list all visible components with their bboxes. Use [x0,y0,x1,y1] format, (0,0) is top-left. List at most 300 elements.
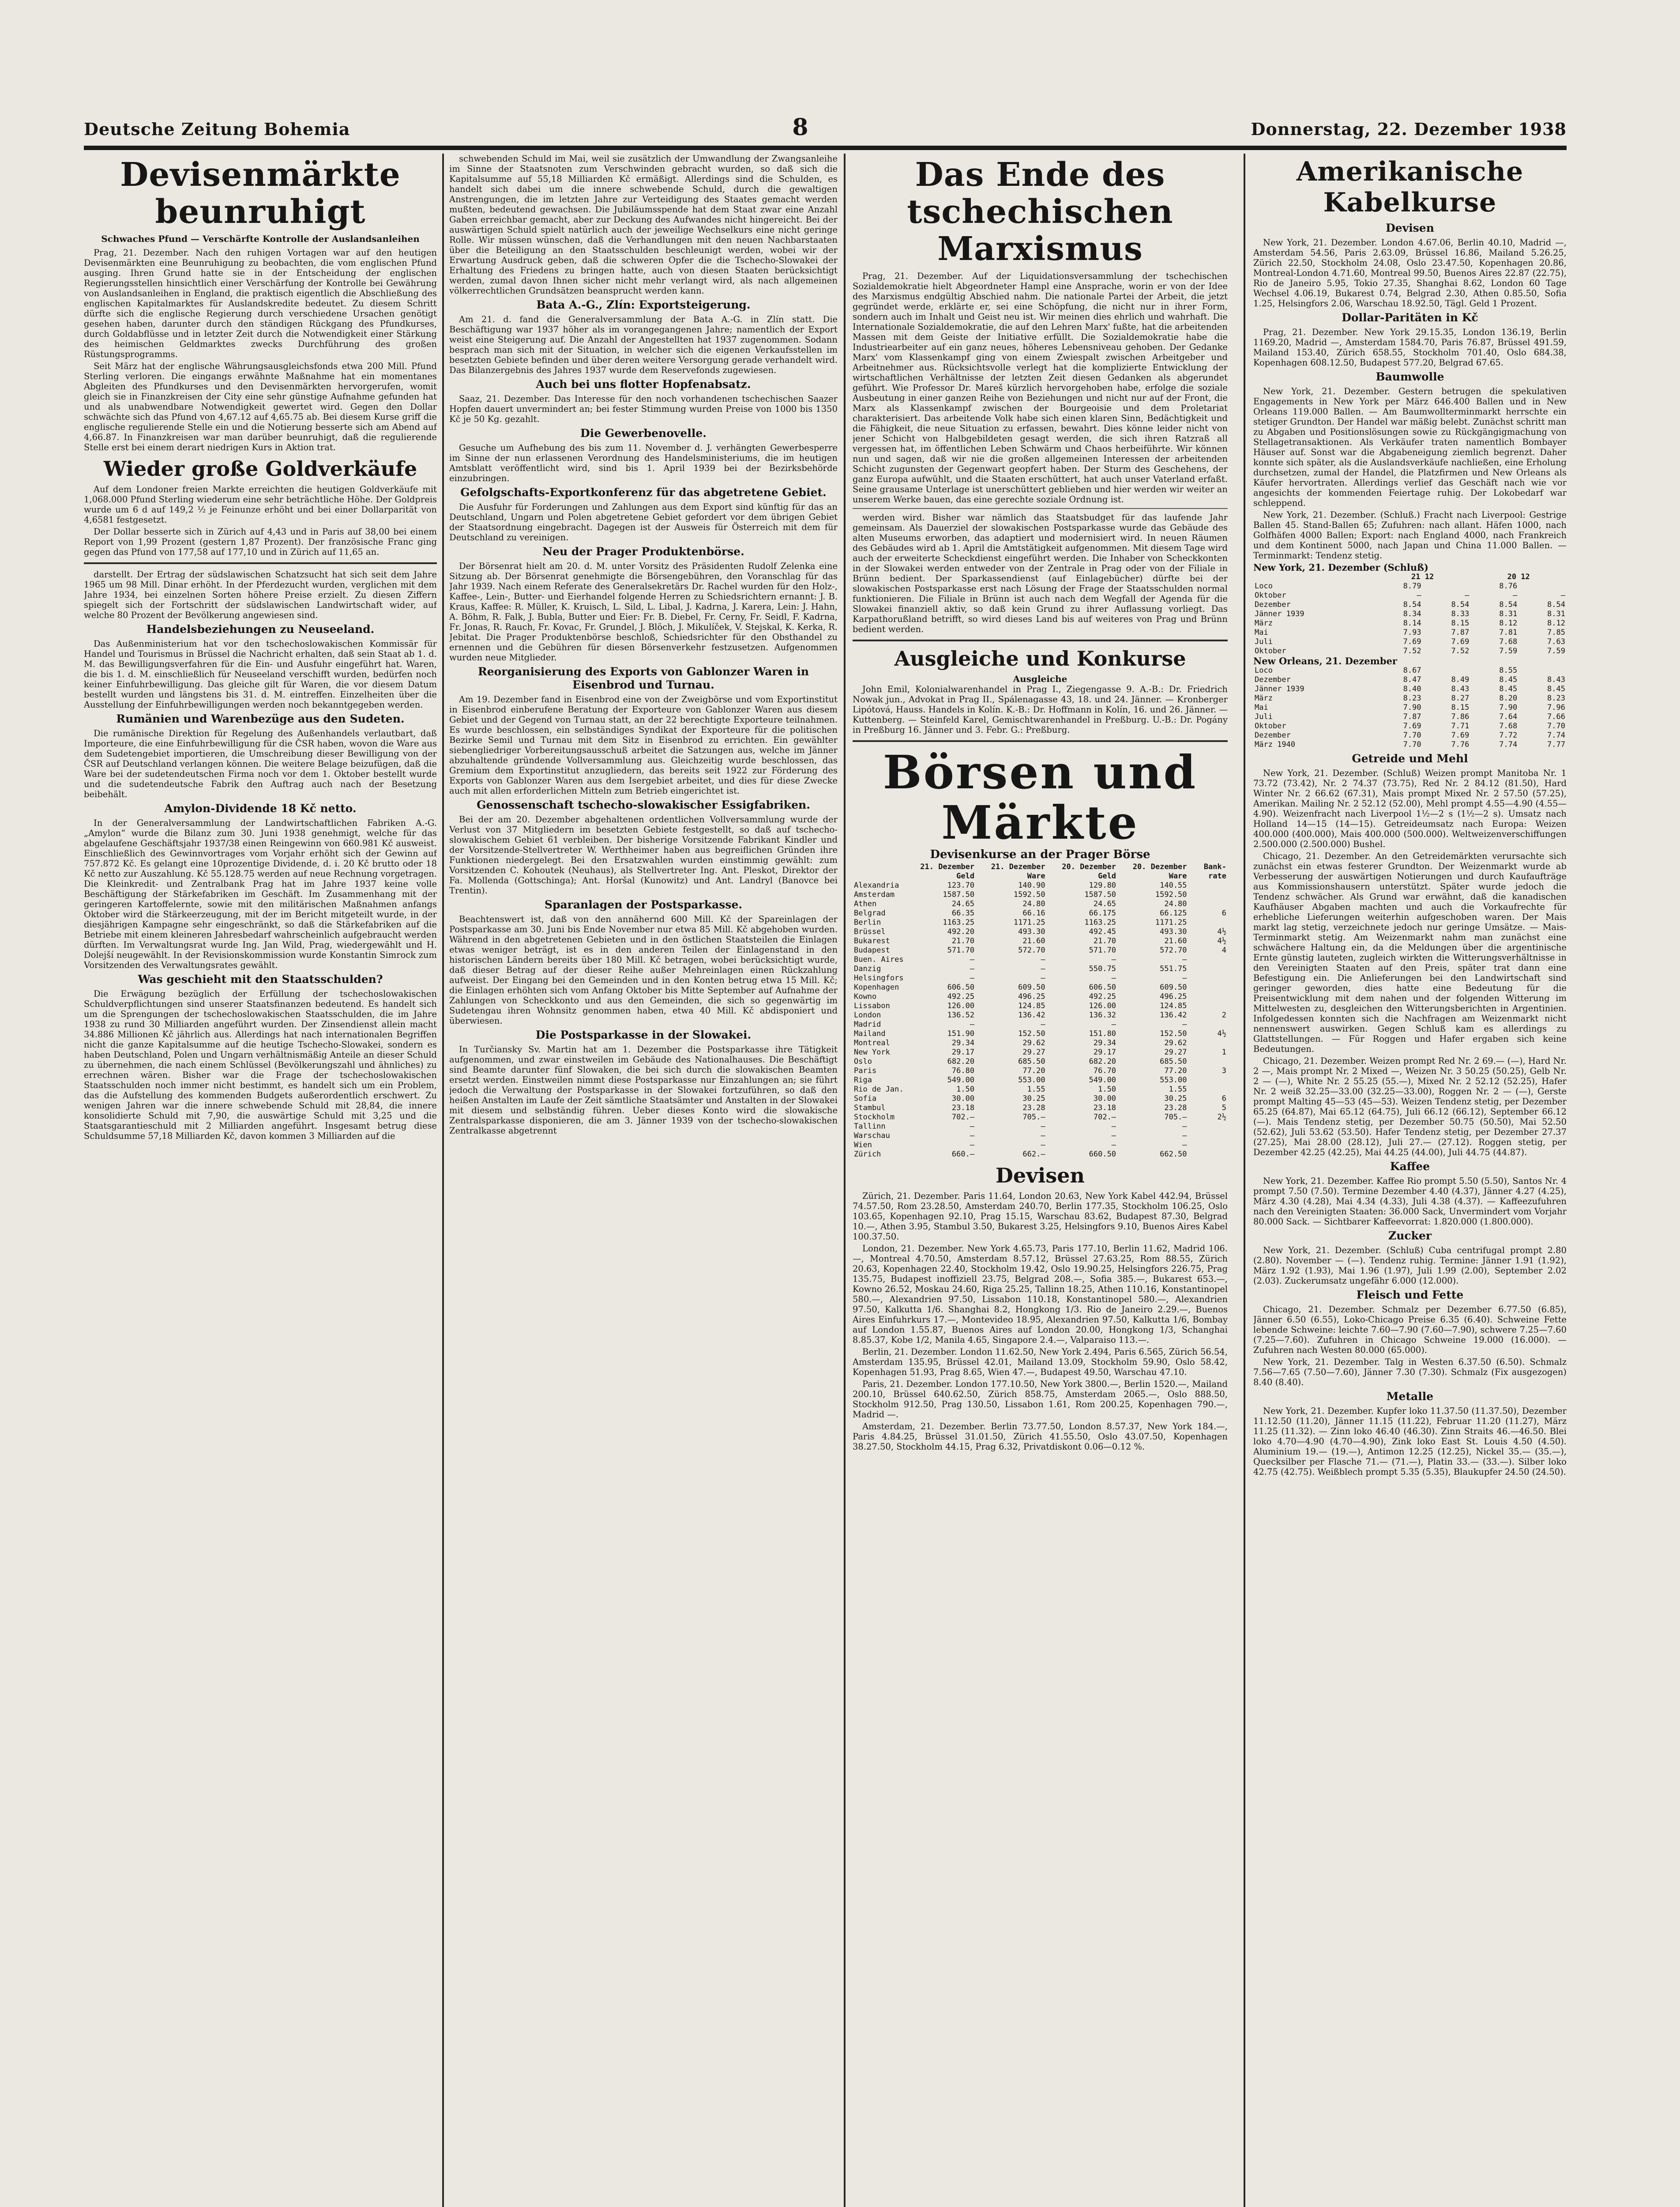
table-cell: 151.90 [947,1029,975,1038]
table-row [1253,703,1567,712]
table-cell [1188,992,1228,1002]
table-cell: Berlin [854,918,881,927]
section-subhead: Getreide und Mehl [1352,752,1468,765]
table-cell [1423,582,1471,591]
table-cell: Tallinn [854,1122,886,1131]
table-cell: 136.32 [1089,1011,1116,1020]
table-cell: 8.23 [1547,694,1565,703]
column-2 [449,154,838,2207]
table-cell: 23.28 [1022,1104,1045,1112]
table-cell: 24.80 [1164,900,1187,908]
column-3 [853,154,1228,2207]
table-cell: Mai [1255,628,1268,637]
table-row [1253,619,1567,628]
table-cell: — [1182,1141,1187,1149]
table-cell: 136.52 [947,1011,975,1020]
column-divider [844,154,846,2207]
table-header-cell: 21. Dezember Geld [920,862,975,881]
table-cell: 660.— [951,1150,975,1159]
table-cell: Loco [1255,666,1273,675]
table-row [853,1020,1228,1029]
paragraph: Am 21. d. fand die Generalversammlung der Bata A.-G. in Zlín statt. Die Beschäftigung war 1937 höher als im vorangegangenen Jahre; namentlich der Export weist eine Steigerung auf. Die Anzahl der Angestellten hat 1937 zugenommen. Sodann besprach man sich mit der Situation, in welcher sich die eigenen Verkaufsstellen im besetzten Gebiete befinden und über deren weitere Versorgung gerade verhandelt wird. Das Bilanzergebnis des Jahres 1937 wurde dem Reservefonds zugewiesen. [449,314,838,375]
running-head [84,114,1567,145]
table-cell: 7.63 [1547,637,1565,646]
table-cell: März [1255,694,1273,703]
table-row [853,1131,1228,1141]
table-cell: 1.50 [1098,1085,1116,1094]
table-cell: Wien [854,1141,872,1149]
table-row [853,974,1228,983]
table-cell: 553.00 [1160,1076,1187,1085]
paragraph: Amsterdam, 21. Dezember. Berlin 73.77.50, London 8.57.37, New York 184.—, Paris 4.84.25, Brüssel 31.01.50, Zürich 41.55.50, Oslo 43.07.50, Kopenhagen 38.27.50, Stockholm 44.15, Prag 6.32, Privatdiskont 0.06—0.12 %. [853,1421,1228,1452]
table-cell: 136.42 [1160,1011,1187,1020]
table-row [853,890,1228,900]
separator [84,562,437,564]
table-cell: 8.43 [1451,685,1470,693]
table-cell: 606.50 [947,983,975,992]
paragraph: Das Außenministerium hat vor den tschechoslowakischen Kommissär für Handel und Tourismus in Brüssel die Nachricht erhalten, daß sein Staat ab 1. d. M. das Bewilligungsverfahren für die Ein- und Ausfuhr eingeführt hat. Waren, die bis 1. d. M. einschließlich für Neuseeland verschifft wurden, bedürfen noch keiner Einfuhrbewilligung. Das gleiche gilt für Waren, die vor diesem Datum bestellt wurden und längstens bis 31. d. M. eintreffen. Einzelheiten über die Ausstellung der Einfuhrbewilligungen werden noch bekanntgegeben werden. [84,639,437,710]
table-cell: 77.20 [1164,1066,1187,1075]
table-row [1253,666,1567,675]
table-cell: 7.77 [1547,740,1565,749]
table-cell: New York [854,1048,890,1057]
table-cell: — [1111,955,1116,964]
table-cell: 496.25 [1160,992,1187,1001]
header-rule [84,146,1567,150]
paragraph: Chicago, 21. Dezember. Weizen prompt Red Nr. 2 69.— (—), Hard Nr. 2 —, Mais prompt Nr. 2 Mixed —, Weizen Nr. 3 50.25 (50.25), Gelb Nr. 2 — (—), White Nr. 2 55.25 (55.—), Mixed Nr. 2 52.12 (52.25), Hafer Nr. 2 weiß 32.25—33.00 (32.25—33.00), Roggen Nr. 2 — (—), Gerste prompt Malting 45—53 (45—53). Weizen Tendenz stetig, per Dezember 65.25 (64.87), Mai 65.12 (64.75), Juli 66.12 (66.12), September 66.12 (—). Mais Tendenz stetig, per Dezember 50.75 (50.50), Mai 52.50 (52.62), Juli 53.62 (53.50). Hafer Tendenz stetig, per Dezember 27.37 (27.25), Mai 28.00 (28.12), Juli 27.— (27.12). Roggen stetig, per Dezember 42.25 (42.25), Mai 44.25 (44.00), Juli 44.75 (44.87). [1253,1056,1567,1157]
table-cell: 7.69 [1403,637,1421,646]
cotton-table-newyork [1253,572,1567,656]
paragraph: schwebenden Schuld im Mai, weil sie zusätzlich der Umwandlung der Zwangsanleihe im Sinne der Staatsnoten zum Verschwinden gebracht wurden, so daß sich die Kapitalsumme auf 55,18 Milliarden Kč ermäßigt. Allerdings sind die Schulden, es handelt sich dabei um die innere schwebende Schuld, durch die gewaltigen Anstrengungen, die im letzten Jahre zur Verteidigung des Staates gemacht werden mußten, bedeutend gewachsen. Die Jubiläumsspende hat dem Staat zwar eine Anzahl Gaben erreichbar gemacht, aber zur Deckung des Aufwandes nicht hingereicht. Bei der auswärtigen Schuld spielt natürlich auch der jeweilige Wechselkurs eine nicht geringe Rolle. Wir müssen wünschen, daß die Verhandlungen mit den neuen Nachbarstaaten über die Beteiligung an den Staatsschulden beschleunigt werden, wobei wir der Erwartung Ausdruck geben, daß die schweren Opfer die die Tschecho-Slowakei der Erhaltung des Friedens zu bringen hatte, auch von diesen Staaten berücksichtigt werden, zumal davon Ihnen sicher nicht mehr verlangt wird, als nach allgemeinen völkerrechtlichen Grundsätzen beansprucht werden kann. [449,154,838,296]
paragraph: Der Börsenrat hielt am 20. d. M. unter Vorsitz des Präsidenten Rudolf Zelenka eine Sitzung ab. Der Börsenrat genehmigte die Börsengebühren, den Voranschlag für das Jahr 1939. Nach einem Referate des Generalsekretärs Dr. Rachel wurden für den Holz-, Kaffee-, Lein-, Butter- und Eierhandel folgende Herren zu Schiedsrichtern ernannt: J. B. Kraus, Kaffee: R. Müller, K. Kruisch, L. Sild, L. Libal, J. Kadrna, J. Karera, Lein: J. Hahn, A. Böhm, R. Falk, J. Bubla, Butter und Eier: Fr. B. Diebel, Fr. Cerny, Fr. Seidl, F. Kadrna, Fr. Jonas, R. Rauch, Fr. Kovac, Fr. Grundel, J. Blöch, J. Mikulíček, V. Stejskal, K. Kerka, R. Jebitat. Die Prager Produktenbörse beschloß, Schiedsrichter für den Obsthandel zu ernennen und die Gebühren für diesen Börsenverkehr festzusetzen. Aufgenommen wurden neue Mitglieder. [449,561,838,663]
table-cell: 30.25 [1164,1094,1187,1103]
table-cell: 571.70 [947,946,975,955]
table-cell: — [970,1131,975,1140]
table-cell: Zürich [854,1150,881,1159]
table-cell: 1171.25 [1155,918,1187,927]
paragraph: New York, 21. Dezember. Kaffee Rio prompt 5.50 (5.50), Santos Nr. 4 prompt 7.50 (7.50). Termine Dezember 4.40 (4.37), Jänner 4.27 (4.25), März 4.30 (4.28), Mai 4.34 (4.33), Juli 4.38 (4.37). — Kaffeezufuhren nach den Vereinigten Staaten: 36.000 Sack, Unvermindert vom Vorjahr 80.000 Sack. — Sichtbarer Kaffeevorrat: 1.820.000 (1.800.000). [1253,1176,1567,1227]
table-cell: — [1560,591,1565,600]
table-header-cell: 21. Dezember Ware [991,862,1045,881]
table-row [853,1002,1228,1011]
table-row [853,1011,1228,1020]
table-cell: 152.50 [1018,1029,1045,1038]
table-cell: Juli [1255,712,1273,721]
paragraph: New York, 21. Dezember. London 4.67.06, Berlin 40.10, Madrid —, Amsterdam 54.56, Paris 2.63.09, Brüssel 16.86, Mailand 5.26.25, Zürich 22.50, Stockholm 24.08, Oslo 23.47.50, Kopenhagen 20.86, Montreal-London 4.71.60, Montreal 99.50, Buenos Aires 22.87 (22.75), Rio de Janeiro 5.95, Tokio 27.35, Shanghai 8.62, London 60 Tage Wechsel 4.06.19, Bukarest 0.74, Belgrad 2.30, Athen 0.85.50, Sofia 1.25, Helsingfors 2.06, Warschau 18.92.50, Tägl. Geld 1 Prozent. [1253,237,1567,309]
table-row [853,909,1228,918]
table-cell: März 1940 [1255,740,1296,749]
table-cell: 8.45 [1547,685,1565,693]
table-cell: Oktober [1255,722,1286,731]
table-cell: 8.43 [1547,675,1565,684]
table-cell: 126.00 [1089,1002,1116,1010]
table-cell: 24.80 [1022,900,1045,908]
paragraph: Saaz, 21. Dezember. Das Interesse für den noch vorhandenen tschechischen Saazer Hopfen dauert unvermindert an; bei fester Stimmung wurden Preise von 1000 bis 1350 Kč je 50 Kg. gezahlt. [449,394,838,424]
table-cell: 8.33 [1451,610,1470,618]
table-cell: 549.00 [947,1076,975,1085]
table-row [853,937,1228,946]
table-cell: 8.79 [1403,582,1421,591]
table-cell: Mailand [854,1029,886,1038]
table-cell: 21.70 [1093,937,1116,945]
item-title: Sparanlagen der Postsparkasse. [544,898,743,911]
paragraph: Prag, 21. Dezember. Nach den ruhigen Vortagen war auf den heutigen Devisenmärkten eine Beunruhigung zu beobachten, die vom englischen Pfund ausging. Ihren Grund hatte sie in der Entscheidung der englischen Regierungsstellen hinsichtlich einer Verschärfung der Kontrolle bei Gewährung von Auslandsanleihen in England, die praktisch eigentlich die Abschließung des englischen Kapitalmarktes für Auslandskredite bedeutet. Zu diesem Schritt dürfte sich die englische Regierung durch verschiedene Ursachen genötigt gesehen haben, darunter durch den ständigen Rückgang des Pfundkurses, durch Goldabflüsse und in letzter Zeit durch die Notwendigkeit einer Stärkung des heimischen Geldmarktes zwecks Durchführung des großen Rüstungsprogramms. [84,248,437,359]
table-cell: 7.64 [1499,712,1518,721]
table-cell: — [1111,974,1116,983]
table-row [1253,685,1567,694]
table-row [1253,675,1567,685]
paragraph: Seit März hat der englische Währungsausgleichsfonds etwa 200 Mill. Pfund Sterling verloren. Die eingangs erwähnte Maßnahme hat ein momentanes Abgleiten des Pfundkurses und den Devisenmärkten hervorgerufen, womit gleich sie in Finanzkreisen der City eine sehr günstige Aufnahme gefunden hat und als unabwendbare Notwendigkeit gewertet wird. Gegen den Dollar schwächte sich das Pfund von 4,67.12 auf 4,65.75 ab. Bei diesem Kurse griff die englische regulierende Stelle ein und die Notierung besserte sich am Abend auf 4,66.87. In Finanzkreisen war man darüber beunruhigt, daß die regulierende Stelle erst bei einem derart niedrigen Kurs in Aktion trat. [84,361,437,452]
table-cell: — [1041,964,1045,973]
table-row [853,1048,1228,1057]
table-cell: — [1512,591,1518,600]
table-row [853,1057,1228,1066]
table-cell: 29.62 [1022,1039,1045,1047]
paragraph: New York, 21. Dezember. Kupfer loko 11.37.50 (11.37.50), Dezember 11.12.50 (11.20), Jänner 11.15 (11.22), Februar 11.20 (11.27), März 11.25 (11.32). — Zinn loko 46.40 (46.30). Zinn Straits 46.—46.50. Blei loko 4.70—4.90 (4.70—4.90), Zink loko East St. Louis 4.50 (4.50). Aluminium 19.— (19.—), Antimon 12.25 (12.25), Nickel 35.— (35.—), Quecksilber per Flasche 71.— (71.—), Platin 33.— (33.—). Silber loko 42.75 (42.75). Weißblech prompt 5.35 (5.35), Blaukupfer 24.50 (24.50). [1253,1406,1567,1477]
table-cell: 4 [1221,946,1226,955]
table-cell: 123.70 [947,881,975,890]
table-cell: 685.50 [1018,1057,1045,1066]
table-cell: 493.30 [1018,927,1045,936]
table-cell: Kowno [854,992,877,1001]
paragraph: New York, 21. Dezember. Talg in Westen 6.37.50 (6.50). Schmalz 7.56—7.65 (7.50—7.60), Jänner 7.30 (7.30). Schmalz (Fix ausgezogen) 8.40 (8.40). [1253,1357,1567,1387]
table-cell: — [1041,1141,1045,1149]
table-cell: 7.69 [1403,722,1421,731]
table-cell [1188,1122,1228,1131]
table-cell: 30.00 [1093,1094,1116,1103]
table-cell: 8.12 [1547,619,1565,628]
paragraph: Paris, 21. Dezember. London 177.10.50, New York 3800.—, Berlin 1520.—, Mailand 200.10, Brüssel 640.62.50, Zürich 858.75, Amsterdam 2065.—, Oslo 888.50, Stockholm 912.50, Prag 130.50, Lissabon 1.61, Rom 200.25, Kopenhagen 790.—, Madrid —. [853,1379,1228,1420]
table-cell: 6 [1221,909,1226,918]
table-cell: Warschau [854,1131,890,1140]
table-cell: 77.20 [1022,1066,1045,1075]
exchange-rate-table [853,862,1228,1159]
table-cell: 7.68 [1499,637,1518,646]
table-cell: 496.25 [1018,992,1045,1001]
table-cell: 29.17 [951,1048,975,1057]
item-title: Neu der Prager Produktenbörse. [542,545,744,558]
table-cell: 140.55 [1160,881,1187,890]
table-cell: Brüssel [854,927,886,936]
table-cell: 30.25 [1022,1094,1045,1103]
table-cell: 7.93 [1403,628,1421,637]
table-cell [1188,1085,1228,1094]
paragraph: Gesuche um Aufhebung des bis zum 11. November d. J. verhängten Gewerbesperre im Sinne der nun erlassenen Verordnung des Handelsministeriums, die im heutigen Amtsblatt veröffentlicht wird, sind bis 1. April 1939 bei der Bezirksbehörde einzubringen. [449,443,838,483]
table-row [853,1066,1228,1076]
table-cell: 493.30 [1160,927,1187,936]
table-cell: 7.74 [1547,731,1565,740]
paragraph: Bei der am 20. Dezember abgehaltenen ordentlichen Vollversammlung wurde der Verlust von 37 Mitgliedern im besetzten Gebiete festgestellt, so daß auf tschecho-slowakischem Gebiet 61 verbleiben. Der bisherige Vorsitzende Fabrikant Kindler und der Vorsitzende-Stellvertreter W. Werthheimer haben aus begreiflichen Gründen ihre Funktionen niedergelegt. Bei den Ersatzwahlen wurden einstimmig gewählt: zum Vorsitzenden C. Kohoutek (Neuhaus), als Stellvertreter Ing. Ant. Pleskot, Direktor der Fa. Mollenda (Gottschinga); Ant. Horšal (Kunowitz) und Ant. Landryl (Banovce bei Trentin). [449,814,838,896]
table-cell: 1.55 [1027,1085,1045,1094]
table-cell: 7.70 [1403,731,1421,740]
table-cell: 151.80 [1089,1029,1116,1038]
table-cell: März [1255,619,1273,628]
table-cell: — [1041,1122,1045,1131]
table-cell: 7.74 [1499,740,1518,749]
section-subhead: Metalle [1386,1390,1434,1403]
table-cell: 5 [1221,1104,1226,1112]
table-cell: Paris [854,1066,877,1075]
table-cell: — [1182,1020,1187,1029]
table-cell: Amsterdam [854,890,895,899]
table-cell [1188,1076,1228,1085]
table-cell: 21.60 [1022,937,1045,945]
section-subhead: Devisen [1386,222,1434,234]
table-cell: 66.16 [1022,909,1045,918]
article-headline: Das Ende des tschechischen Marxismus [907,156,1173,268]
table-cell [1188,1002,1228,1011]
table-cell: Dezember [1255,600,1291,609]
table-cell: 606.50 [1089,983,1116,992]
table-header-cell [1253,572,1375,582]
table-cell: 7.70 [1403,740,1421,749]
table-row [1253,731,1567,740]
table-cell [1188,1150,1228,1159]
separator [853,740,1228,742]
separator [853,640,1228,641]
table-row [853,1150,1228,1159]
table-cell: 492.45 [1089,927,1116,936]
table-cell: Loco [1255,582,1273,591]
table-cell: 7.59 [1547,647,1565,655]
table-cell [1188,918,1228,927]
item-title: Bata A.-G., Zlín: Exportsteigerung. [536,298,751,311]
table-title: New Orleans, 21. Dezember [1253,655,1397,667]
table-cell [1188,890,1228,900]
article-deck: Schwaches Pfund — Verschärfte Kontrolle der Auslandsanleihen [101,234,420,244]
table-cell: 8.31 [1499,610,1518,618]
table-cell [1188,955,1228,964]
table-cell: 8.54 [1547,600,1565,609]
table-cell: 660.50 [1089,1150,1116,1159]
table-cell: 492.25 [947,992,975,1001]
table-header-cell: 20. Dezember Ware [1132,862,1187,881]
paragraph: New York, 21. Dezember. (Schluß) Cuba centrifugal prompt 2.80 (2.80). November — (—). Tendenz ruhig. Termine: Jänner 1.91 (1.92), März 1.92 (1.93), Mai 1.96 (1.97), Juli 1.99 (2.00), September 2.02 (2.03). Zuckerumsatz ungefähr 6.000 (12.000). [1253,1245,1567,1286]
table-cell [1188,983,1228,992]
table-cell: Athen [854,900,877,908]
table-cell: 8.23 [1403,694,1421,703]
table-cell: 1163.25 [1084,918,1116,927]
table-row [853,955,1228,964]
table-cell: — [1182,955,1187,964]
table-cell: 8.67 [1403,666,1421,675]
item-title: Was geschieht mit den Staatsschulden? [138,973,383,986]
table-cell: — [1111,1141,1116,1149]
table-cell: 702.— [951,1113,975,1122]
paragraph: Auf dem Londoner freien Markte erreichten die heutigen Goldverkäufe mit 1,068.000 Pfund Sterling wiederum eine sehr beträchtliche Höhe. Der Goldpreis wurde um 6 d auf 149,2 ½ je Feinunze erhöht und bei einer Dollarparität von 4,6581 festgesetzt. [84,484,437,525]
table-row [853,918,1228,927]
item-title: Rumänien und Warenbezüge aus den Sudeten. [116,712,405,725]
table-cell: Alexandria [854,881,899,890]
table-cell: 8.76 [1499,582,1518,591]
table-cell: Mai [1255,703,1268,712]
table-cell [1188,1141,1228,1150]
table-cell: — [1182,974,1187,983]
table-cell: 6 [1221,1094,1226,1103]
section-subhead: Fleisch und Fette [1356,1288,1464,1301]
table-cell: 682.20 [1089,1057,1116,1066]
table-cell: — [970,1122,975,1131]
table-cell: Oktober [1255,647,1286,655]
table-cell [1188,881,1228,890]
item-title: Genossenschaft tschecho-slowakischer Essigfabriken. [477,798,810,811]
table-cell: 29.34 [1093,1039,1116,1047]
table-cell: 572.70 [1018,946,1045,955]
article-headline: Devisenmärkte beunruhigt [120,156,401,231]
table-cell: 7.72 [1499,731,1518,740]
table-cell: — [970,974,975,983]
table-cell: 8.40 [1403,685,1421,693]
paragraph: John Emil, Kolonialwarenhandel in Prag I., Ziegengasse 9. A.-B.: Dr. Friedrich Nowak jun., Advokat in Prag II., Spálenagasse 43, 18. und 24. Jänner. — Kronberger Lipótová, Hauss. Handels in Kolín. K.-B.: Dr. Hoffmann in Kolín, 16. und 26. Jänner. — Kuttenberg. — Steinfeld Karel, Gemischtwarenhandel in Preßburg. U.-B.: Dr. Pogány in Preßburg 16. Jänner und 3. Febr. G.: Preßburg. [853,684,1228,735]
table-cell: 29.34 [951,1039,975,1047]
item-title: Auch bei uns flotter Hopfenabsatz. [536,378,751,391]
table-cell: 8.31 [1547,610,1565,618]
masthead-title: Deutsche Zeitung Bohemia [84,119,350,139]
table-cell: 152.50 [1160,1029,1187,1038]
paragraph: Die Erwägung bezüglich der Erfüllung der tschechoslowakischen Schuldverpflichtungen sind unserer Staatsfinanzen bedeutend. Es handelt sich um die Sprengungen der tschechoslowakischen Staatsschulden, die im Jahre 1938 zu rund 30 Milliarden angeführt wurden. Der Zinsendienst allein macht 34.886 Millionen Kč jährlich aus. Allerdings hat nach internationalen Begriffen nicht die ganze Kapitalsumme auf die heutige Tschecho-Slowakei, sondern es haben Deutschland, Polen und Ungarn verhältnismäßig Anteile an dieser Schuld zu übernehmen, die nach einem Schlüssel (Bevölkerungszahl und ähnliches) zu errechnen wären. Bisher war die Frage der tschechoslowakischen Staatsschulden noch immer nicht bestimmt, es handelt sich um ein Problem, das die Aufstellung des kommenden Budgets außerordentlich erschwert. Zu wenigen Jahren war die innere schwebende Schuld mit 28,84, die innere konsolidierte Schuld mit 7,90, die auswärtige Schuld mit 3,25 und die Staatsgarantieschuld mit 2 Milliarden angeführt. Insgesamt betrug diese Schuldsumme 57,18 Milliarden Kč, davon kommen 3 Milliarden auf die [84,989,437,1141]
table-cell: 29.17 [1093,1048,1116,1057]
table-cell: 7.52 [1451,647,1470,655]
table-row [1253,591,1567,600]
table-row [1253,582,1567,591]
table-cell [1188,1020,1228,1029]
table-cell: 1163.25 [943,918,975,927]
separator [853,508,1228,509]
cotton-table-neworleans [1253,666,1567,749]
table-cell: 126.00 [947,1002,975,1010]
paragraph: Prag, 21. Dezember. Auf der Liquidationsversammlung der tschechischen Sozialdemokratie hielt Abgeordneter Hampl eine Ansprache, worin er von der Idee des Marxismus endgültig Abschied nahm. Die nationale Partei der Arbeit, die jetzt gegründet werde, erklärte er, sei eine Schöpfung, die nicht nur in ihrer Form, sondern auch im Inhalt und Geist neu ist. Wir meinen dies ehrlich und wahrhaft. Die Internationale Sozialdemokratie, die auf den Lehren Marx' fußte, hat die arbeitenden Massen mit dem Geiste der Initiative erfüllt. Die Sozialdemokratie habe die Industriearbeiter auf ein ganz neues, höheres Lebensniveau gehoben. Der Gedanke Marx' vom Klassenkampf ging von einem Zwiespalt zwischen Arbeitgeber und Arbeitnehmer aus. Rücksichtsvolle verlegt hat die komplizierte Entwicklung der wirtschaftlichen Verhältnisse der letzten Zeit diesen Gedanken als abgerundet geführt. Wie Professor Dr. Mareš kürzlich hervorgehoben habe, erfolge die soziale Ausbeutung in einer ganzen Reihe von Beziehungen und nicht nur auf der Front, die Marx als Klassenkampf zwischen der Bourgeoisie und dem Proletariat charakterisiert. Das arbeitende Volk habe sich einen klaren Sinn, Bedächtigkeit und die Fähigkeit, die neue Situation zu erfassen, bewahrt. Dies könne leider nicht von jener Schicht von Halbgebildeten gesagt werden, die sich ihren Ratzraß all vergessen hat, im öffentlichen Leben Schwärm und Chaos herbeiführte. Wir können nun und sagen, daß wir nie die großen allgemeinen Interessen der arbeitenden Schicht zugunsten der Gegenwart geopfert haben. Der Sturm des Geschehens, der ganz Europa aufwühlt, und die Staaten erschüttert, hat auch unser Vaterland erfaßt. Seine grausame Unterlage ist unerschüttert geblieben und hier werden wir weiter an unserem Werke bauen, das eine gerechte soziale Ordnung ist. [853,271,1228,505]
table-row [853,1029,1228,1039]
table-cell: 7.87 [1451,628,1470,637]
column-divider [442,154,444,2207]
table-row [853,1122,1228,1131]
table-header-cell: 21 12 [1411,572,1434,581]
table-cell [1188,964,1228,974]
table-cell: 7.90 [1499,703,1518,712]
table-row [1253,694,1567,703]
item-title: Reorganisierung des Exports von Gablonzer Waren in Eisenbrod und Turnau. [477,665,809,691]
table-cell: — [1465,591,1470,600]
table-row [853,900,1228,909]
table-cell: 1587.50 [943,890,975,899]
table-cell: 1587.50 [1084,890,1116,899]
table-cell: 7.70 [1547,722,1565,731]
table-cell: 24.65 [951,900,975,908]
table-cell: Madrid [854,1020,881,1029]
table-cell: Bukarest [854,937,890,945]
section-headline: Börsen und Märkte [883,745,1198,850]
table-row [1253,610,1567,619]
table-cell: 76.80 [951,1066,975,1075]
table-cell: 7.87 [1403,712,1421,721]
table-cell: 23.28 [1164,1104,1187,1112]
table-cell: 21.60 [1164,937,1187,945]
issue-date: Donnerstag, 22. Dezember 1938 [1251,119,1567,139]
table-cell: 8.54 [1451,600,1470,609]
table-row [853,1085,1228,1094]
column-1 [84,154,437,2207]
table-cell: Dezember [1255,675,1291,684]
table-cell: 1592.50 [1013,890,1045,899]
table-cell: 7.96 [1547,703,1565,712]
table-row [853,946,1228,955]
section-subhead: Dollar-Paritäten in Kč [1342,311,1478,324]
table-cell: 705.— [1164,1113,1187,1122]
table-row [853,881,1228,890]
table-cell: 23.18 [951,1104,975,1112]
section-subhead: Devisenkurse an der Prager Börse [930,848,1150,861]
table-cell: 609.50 [1160,983,1187,992]
article-headline: Amerikanische Kabelkurse [1296,156,1524,218]
table-cell: 4½ [1217,1029,1226,1038]
table-header-cell: Bank-rate [1203,862,1226,881]
paragraph: New York, 21. Dezember. Gestern betrugen die spekulativen Engagements in New York per März 646.400 Ballen und in New Orleans 119.000 Ballen. — Am Baumwollterminmarkt herrschte ein stetiger Grundton. Der Handel war mäßig belebt. Zunächst schritt man zu Abgaben und Positionslösungen sowie zu Rückgängigmachung von Stellagetransaktionen. Als Verkäufer traten namentlich Bombayer Häuser auf. Sonst war die Abgabeneigung ziemlich begrenzt. Daher konnte sich später, als die Auslandsverkäufe nachließen, eine Erholung durchsetzen, zumal der Handel, die Platzfirmen und New Orleans als Käufer hervortraten. Allerdings verlief das Geschäft nach wie vor angesichts der kommenden Feiertage ruhig. Der Lokobedarf war schleppend. [1253,386,1567,508]
table-cell: 1.50 [956,1085,975,1094]
table-cell [1188,900,1228,909]
table-cell: 8.49 [1451,675,1470,684]
table-cell: Riga [854,1076,872,1085]
table-cell: 8.34 [1403,610,1421,618]
table-cell: 551.75 [1160,964,1187,973]
table-cell: 7.52 [1403,647,1421,655]
section-headline: Ausgleiche und Konkurse [894,647,1186,670]
table-row [853,1039,1228,1048]
table-cell: 572.70 [1160,946,1187,955]
table-cell: 550.75 [1089,964,1116,973]
item-title: Die Gewerbenovelle. [580,427,707,440]
section-subhead: Kaffee [1390,1160,1430,1173]
table-cell: 4½ [1217,927,1226,936]
table-cell: 8.12 [1499,619,1518,628]
table-row [1253,740,1567,749]
table-cell: Jänner 1939 [1255,610,1304,618]
table-cell: Jänner 1939 [1255,685,1304,693]
section-headline: Devisen [996,1164,1085,1187]
table-cell: 492.20 [947,927,975,936]
item-title: Gefolgschafts-Exportkonferenz für das abgetretene Gebiet. [460,486,827,499]
table-cell: 4½ [1217,937,1226,945]
table-cell: — [970,1020,975,1029]
table-cell: Buen. Aires [854,955,904,964]
paragraph: Zürich, 21. Dezember. Paris 11.64, London 20.63, New York Kabel 442.94, Brüssel 74.57.50, Rom 23.28.50, Amsterdam 240.70, Berlin 177.35, Stockholm 106.25, Oslo 103.65, Kopenhagen 92.10, Prag 15.15, Warschau 83.62, Budapest 87.30, Belgrad 10.—, Athen 3.95, Stambul 3.50, Bukarest 3.25, Helsingfors 9.10, Buenos Aires Kabel 100.37.50. [853,1191,1228,1242]
table-cell: — [1182,1122,1187,1131]
table-cell: — [970,955,975,964]
paragraph: Berlin, 21. Dezember. London 11.62.50, New York 2.494, Paris 6.565, Zürich 56.54, Amsterdam 135.95, Brüssel 42.01, Mailand 13.09, Stockholm 59.90, Oslo 58.42, Kopenhagen 51.93, Prag 8.65, Wien 47.—, Budapest 49.50, Warschau 47.10. [853,1347,1228,1377]
table-cell [1188,1039,1228,1048]
table-cell: 8.20 [1499,694,1518,703]
table-cell: 7.90 [1403,703,1421,712]
table-cell [1188,1131,1228,1141]
table-cell: Stambul [854,1104,886,1112]
table-cell: Rio de Jan. [854,1085,904,1094]
table-cell: — [970,1141,975,1149]
item-title: Handelsbeziehungen zu Neuseeland. [146,623,375,636]
table-row [1253,628,1567,637]
column-4 [1253,154,1567,2207]
table-cell: 682.20 [947,1057,975,1066]
table-cell: 1.55 [1169,1085,1187,1094]
table-cell: 7.69 [1451,637,1470,646]
table-row [853,992,1228,1002]
table-row [1253,637,1567,647]
section-headline: Wieder große Goldverkäufe [103,457,417,481]
table-cell: 7.71 [1451,722,1470,731]
table-cell: — [1111,1131,1116,1140]
table-cell: 2 [1221,1011,1226,1020]
table-cell: 7.86 [1451,712,1470,721]
table-cell: 23.18 [1093,1104,1116,1112]
table-cell: 662.— [1022,1150,1045,1159]
